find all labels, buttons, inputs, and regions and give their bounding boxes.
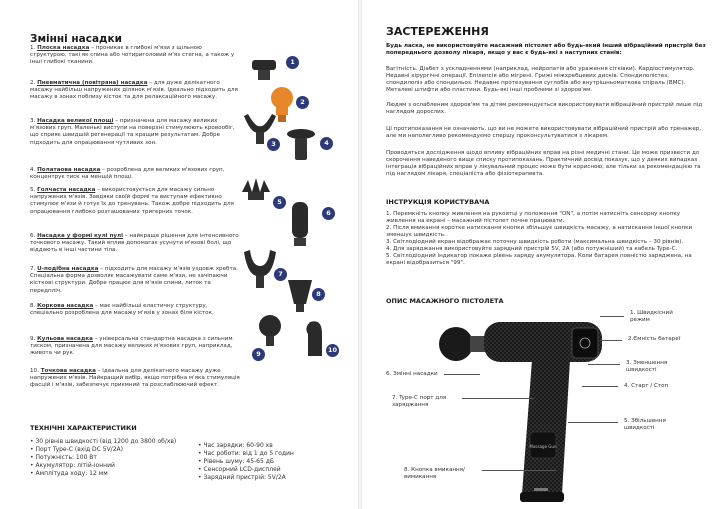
contraindications-text: Ці протипоказання не означають, що ви не можете використовувати вібраційний пристрій або тренажер, але ми наполегливо рекомендуємо спершу проконсультуватися з лікарем.: [386, 126, 702, 139]
nozzle-number: 7.: [30, 266, 36, 272]
nozzle-name: U-подібна насадка: [37, 266, 99, 272]
nozzles-heading: Змінні насадки: [30, 33, 123, 45]
nozzle-name: Полатаова насадка: [37, 167, 101, 173]
nozzle-number: 9.: [30, 336, 36, 342]
left-page: [0, 0, 358, 509]
spec-item: • Сенсорний LCD-дисплей: [198, 466, 281, 473]
nozzle-description: – найкраще рішення для інтенсивного точкового масажу. Такий вплив допомагає усунути м'язові болі, що віддають в інші частини тіла.: [30, 233, 239, 254]
nozzle-badge-6: 6: [322, 207, 335, 220]
cork-nozzle-image: [288, 280, 312, 312]
bullet-nozzle-image: [292, 202, 308, 246]
instructions-heading: ІНСТРУКЦІЯ КОРИСТУВАЧА: [386, 198, 490, 206]
nozzle-item-6: [30, 233, 240, 255]
nozzle-number: 6.: [30, 233, 36, 239]
nozzle-item-2: [30, 80, 240, 102]
instruction-list: [386, 211, 706, 267]
spec-item: • Амплітуда ходу: 12 мм: [30, 470, 108, 477]
specs-left-column: [30, 438, 195, 478]
nozzle-description: – ідеальна для делікатного масажу дуже напружених м'язів. Найкращий вибір, якщо потрібна м'яка стимуляція фасцій і м'язів, забезпечує приємний та розслаблюючий ефект.: [30, 368, 240, 389]
callout-line: [582, 386, 618, 387]
right-page: [362, 0, 720, 509]
warning-text: Будь ласка, не використовуйте масажний пістолет або будь-який інший вібраційний пристрій без попереднього дозволу лікаря, якщо у вас є будь-які з наступних станів:: [386, 43, 706, 56]
nozzle-badge-8: 8: [312, 288, 325, 301]
instruction-item: 4. Для заряджання використовуйте зарядний пристрій 5V, 2A (або потужніший) та кабель Type-C.: [386, 246, 678, 252]
ball-head: [439, 327, 473, 361]
spec-item: • Акумулятор: літій-іонний: [30, 462, 115, 469]
speed-up-label: 5. Збільшення швидкості: [624, 418, 666, 431]
instruction-item: 5. Світлодіодний індикатор покаже рівень заряду акумулятора. Коли батарея повністю заряджена, на екрані відобразиться "99".: [386, 253, 692, 266]
spike-nozzle-image: [242, 178, 270, 200]
callout-line: [482, 470, 556, 471]
nozzle-item-5: [30, 187, 240, 216]
nozzle-description: – призначена для масажу великих м'язових груп. Маленькі виступи на поверхні стимулюють кровообіг, що сприяє швидшій регенерації та кращим результатам. Добре підходить для опрацювання чутливих зон.: [30, 118, 235, 146]
instruction-item: 1. Перемкніть кнопку живлення на рукоятці у положення "ON", а потім натисніть сенсорну кнопку живлення на екрані – масажний пістолет почне працювати.: [386, 211, 681, 224]
type-c-label: 7. Type-C порт для заряджання: [392, 395, 447, 408]
callout-line: [600, 316, 624, 317]
callout-line: [444, 374, 480, 375]
nozzle-number: 3.: [30, 118, 36, 124]
nozzle-description: – для дуже делікатного масажу найбільш напружених ділянок м'язів. Ідеально підходить для масажу в зонах поблизу кісток та для релаксаційного масажу.: [30, 80, 238, 101]
nozzle-number: 1.: [30, 45, 36, 51]
nozzle-description: – використовується для масажу сильно напружених м'язів. Завдяки своїй формі та виступам ефективно стимулює м'язи й готує їх до тренувань. Також добре підходить для опрацювання глибоко розташованих тригерних точок.: [30, 187, 234, 215]
nozzle-badge-5: 5: [273, 196, 286, 209]
point-nozzle-image: [306, 321, 322, 356]
nozzle-badge-10: 10: [326, 344, 339, 357]
nozzle-item-3: [30, 118, 240, 147]
u-shaped-nozzle-image: [244, 250, 276, 288]
nozzle-name: Коркова насадка: [37, 303, 94, 309]
nozzle-number: 2.: [30, 80, 36, 86]
nozzle-item-4: [30, 167, 240, 181]
nozzle-badge-9: 9: [252, 348, 265, 361]
nozzle-item-8: [30, 303, 240, 317]
power-switch-label: 8. Кнопка вмикання/вимикання: [404, 467, 465, 480]
spec-item: • Час зарядки: 60-90 хв: [198, 442, 273, 449]
callout-line: [568, 422, 618, 423]
nozzle-number: 10.: [30, 368, 39, 374]
nozzle-badge-1: 1: [286, 56, 299, 69]
nozzle-name: Насадка у формі кулі пулі: [37, 233, 124, 239]
handle-screen-text: Massage Gun: [529, 444, 557, 449]
nozzle-badge-3: 3: [267, 138, 280, 151]
nozzle-description: – універсальна стандартна насадка з сильним тиском, призначена для масажу великих м'язових груп, наприклад, живота чи рук.: [30, 336, 233, 357]
nozzle-name: Точкова насадка: [40, 368, 96, 374]
flat-disc-nozzle-image: [287, 129, 315, 160]
callout-line: [600, 340, 622, 341]
specs-right-column: [198, 442, 348, 482]
research-text: Проводяться дослідження щодо впливу вібраційних вправ на різні медичні стани. Це може призвести до скорочення наведеного вище списку протипоказань. Практичний досвід показує, що у деяких випадках інтеграція вібраційних вправ у лікувальний процес може бути корисною, але тільки за рекомендацією та під наглядом лікаря, спеціаліста або фізіотерапевта.: [386, 150, 701, 177]
nozzle-description: – має найбільші еластичну структуру, спеціально розроблена для масажу м'язів у зонах біля кісток.: [30, 303, 214, 317]
tech-specs-heading: ТЕХНІЧНІ ХАРАКТЕРИСТИКИ: [30, 424, 137, 432]
nozzle-description: – розроблена для великих м'язових груп, концентрує тиск на меншій площі.: [30, 167, 225, 181]
spec-item: • Час роботи: від 1 до 5 годин: [198, 450, 294, 457]
nozzle-description: – проникає в глибокі м'язи з щільною структурою, такі як спина або чотириголовий м'яз стегна, а також у інші глибокі тканини.: [30, 45, 235, 66]
nozzle-badge-4: 4: [320, 137, 333, 150]
nozzle-name: Пневматична (повітряна) насадка: [37, 80, 148, 86]
nozzle-name: Насадка великої площі: [37, 118, 114, 124]
spec-item: • Рівень шуму: 45-65 дБ: [198, 458, 274, 465]
callout-line: [588, 364, 620, 365]
nozzle-badge-7: 7: [274, 268, 287, 281]
nozzle-number: 5.: [30, 187, 36, 193]
instruction-item: 2. Після вмикання коротке натискання кнопки збільшує швидкість масажу, а натискання іншої кнопки зменшує швидкість.: [386, 225, 693, 238]
speed-mode-label: 1. Швидкісний режим: [630, 310, 673, 323]
spec-item: • Зарядний пристрій: 5V/2A: [198, 474, 286, 481]
nozzle-item-7: [30, 266, 240, 295]
battery-label: 2.Ємність батареї: [628, 336, 681, 342]
nozzle-badge-2: 2: [296, 96, 309, 109]
conditions-text: Вагітність. Діабет з ускладненнями (наприклад, нейропатія або ураження сітківки). Кардіостимулятор. Недавні хірургічні операції. Епілепсія або мігрені. Грижі міжхребцевих дисків. Спондилолістез, спондилоліз або спондильоз. Недавнє протезування суглобів або внутрішньоматкова спіраль (ВМС). Металеві штифти або пластини. Будь-які інші проблеми зі здоров'ям.: [386, 66, 695, 93]
spec-item: • 30 рівнів швидкості (від 1200 до 3800 об/хв): [30, 438, 177, 445]
nozzle-name: Кульова насадка: [37, 336, 93, 342]
start-stop-label: 4. Старт / Стоп: [624, 383, 669, 389]
nozzle-item-1: [30, 45, 240, 67]
instruction-item: 3. Світлодіодний екран відображає поточну швидкість роботи (максимальна швидкість – 30 рівнів).: [386, 239, 684, 245]
nozzle-number: 8.: [30, 303, 36, 309]
elderly-text: Людям з ослабленим здоров'ям та дітям рекомендується використовувати вібраційний пристрій лише під наглядом дорослих.: [386, 102, 703, 115]
ball-nozzle-image: [259, 315, 281, 346]
warning-heading: ЗАСТЕРЕЖЕННЯ: [386, 25, 489, 38]
flat-nozzle-image: [252, 60, 276, 80]
speed-down-label: 3. Зменшення швидкості: [626, 360, 668, 373]
nozzle-name: Плоска насадка: [37, 45, 90, 51]
nozzle-description: – підходить для масажу м'язів уздовж хребта. Спеціальна форма дозволяє масажувати саме м'язи, не зачіпаючи кісткові структури. Добре працює для м'язів спини, литок та передпліч.: [30, 266, 238, 294]
nozzle-name: Голчаста насадка: [37, 187, 96, 193]
nozzle-number: 4.: [30, 167, 36, 173]
nozzle-item-10: [30, 368, 240, 390]
spec-item: • Потужність: 100 Вт: [30, 454, 97, 461]
callout-line: [462, 398, 534, 399]
nozzles-label: 6. Змінні насадки: [386, 371, 438, 377]
device-description-heading: ОПИС МАСАЖНОГО ПІСТОЛЕТА: [386, 297, 504, 305]
spec-item: • Порт Type-C (вхід DC 5V/2A): [30, 446, 123, 453]
nozzle-item-9: [30, 336, 240, 358]
